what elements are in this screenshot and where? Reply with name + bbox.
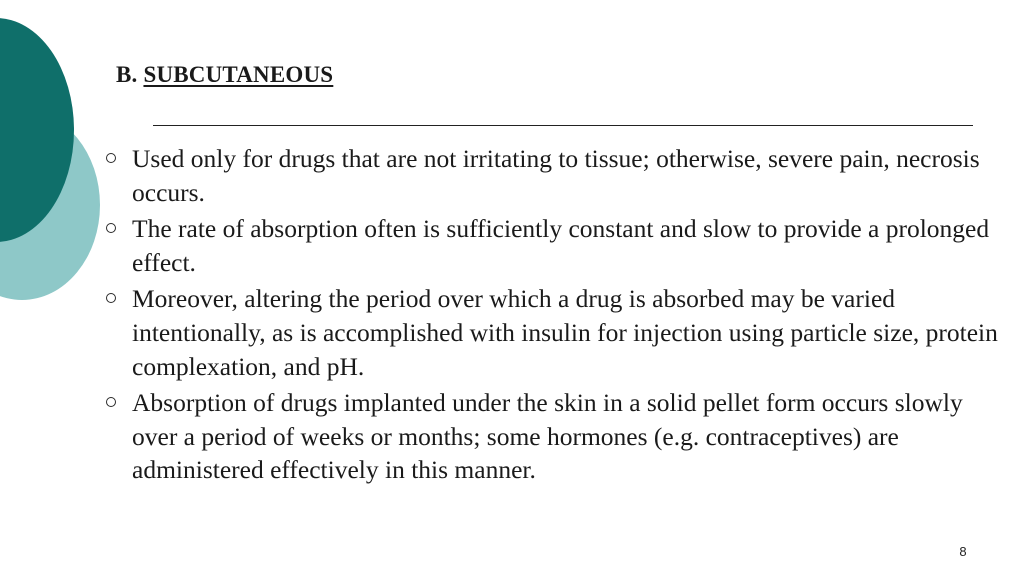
slide-title [116, 62, 333, 88]
circle-bullet-icon [106, 397, 116, 407]
bullet-text: The rate of absorption often is sufficiently constant and slow to provide a prolonged effect. [132, 214, 990, 277]
title-main: SUBCUTANEOUS [143, 62, 334, 87]
list-item [104, 212, 999, 279]
title-divider [153, 125, 973, 126]
decorative-circles [0, 0, 120, 320]
circle-bullet-icon [106, 153, 116, 163]
title-prefix: B. [116, 62, 138, 87]
circle-bullet-icon [106, 223, 116, 233]
bullet-list [104, 142, 999, 490]
list-item [104, 386, 999, 487]
list-item [104, 142, 999, 209]
bullet-text: Used only for drugs that are not irritating to tissue; otherwise, severe pain, necrosis occurs. [132, 144, 980, 207]
list-item [104, 282, 999, 383]
page-number: 8 [959, 544, 967, 559]
bullet-text: Absorption of drugs implanted under the skin in a solid pellet form occurs slowly over a period of weeks or months; some hormones (e.g. contraceptives) are administered effectively in this manner. [132, 388, 963, 485]
circle-bullet-icon [106, 293, 116, 303]
bullet-text: Moreover, altering the period over which a drug is absorbed may be varied intentionally, as is accomplished with insulin for injection using particle size, protein complexation, and pH. [132, 284, 998, 381]
